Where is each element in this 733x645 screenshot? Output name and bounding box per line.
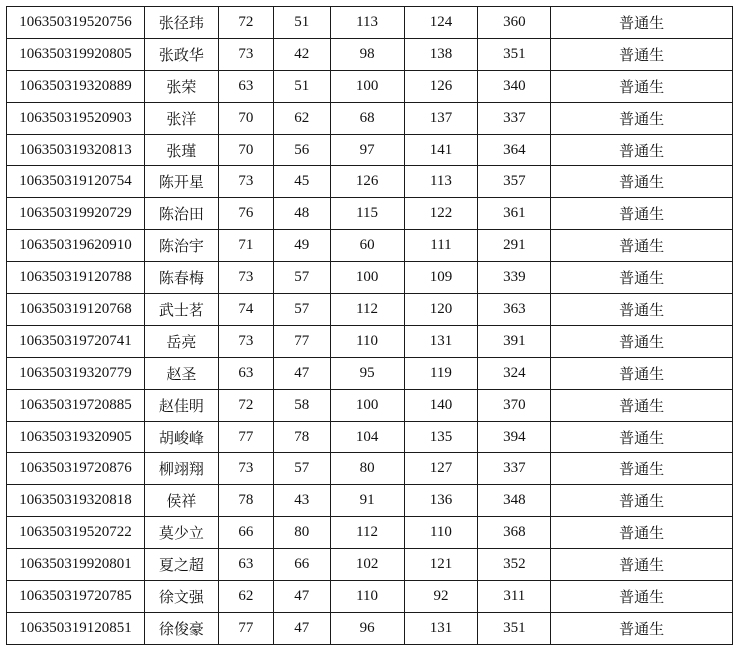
table-row <box>7 166 733 198</box>
score-table <box>6 6 733 645</box>
total-score-cell: 352 <box>478 549 551 581</box>
score-4-cell: 127 <box>404 453 478 485</box>
score-1-cell: 78 <box>218 485 273 517</box>
score-2-cell: 47 <box>273 612 330 644</box>
score-4-cell: 122 <box>404 198 478 230</box>
student-type-cell: 普通生 <box>551 7 733 39</box>
score-4-cell: 92 <box>404 581 478 613</box>
student-type-cell: 普通生 <box>551 294 733 326</box>
score-1-cell: 66 <box>218 517 273 549</box>
candidate-id-cell: 106350319120788 <box>7 262 145 294</box>
total-score-cell: 348 <box>478 485 551 517</box>
score-4-cell: 131 <box>404 612 478 644</box>
student-type-cell: 普通生 <box>551 325 733 357</box>
student-type-cell: 普通生 <box>551 581 733 613</box>
name-cell: 赵佳明 <box>144 389 218 421</box>
candidate-id-cell: 106350319720876 <box>7 453 145 485</box>
score-3-cell: 100 <box>330 262 404 294</box>
score-4-cell: 137 <box>404 102 478 134</box>
table-row <box>7 230 733 262</box>
name-cell: 张荣 <box>144 70 218 102</box>
score-4-cell: 109 <box>404 262 478 294</box>
score-1-cell: 76 <box>218 198 273 230</box>
score-2-cell: 45 <box>273 166 330 198</box>
candidate-id-cell: 106350319720885 <box>7 389 145 421</box>
score-4-cell: 141 <box>404 134 478 166</box>
score-3-cell: 112 <box>330 517 404 549</box>
name-cell: 夏之超 <box>144 549 218 581</box>
candidate-id-cell: 106350319520756 <box>7 7 145 39</box>
score-1-cell: 73 <box>218 38 273 70</box>
score-4-cell: 110 <box>404 517 478 549</box>
name-cell: 岳亮 <box>144 325 218 357</box>
score-4-cell: 138 <box>404 38 478 70</box>
table-row <box>7 517 733 549</box>
score-2-cell: 56 <box>273 134 330 166</box>
score-2-cell: 42 <box>273 38 330 70</box>
name-cell: 赵圣 <box>144 357 218 389</box>
total-score-cell: 324 <box>478 357 551 389</box>
candidate-id-cell: 106350319520903 <box>7 102 145 134</box>
score-2-cell: 57 <box>273 453 330 485</box>
name-cell: 武士茗 <box>144 294 218 326</box>
student-type-cell: 普通生 <box>551 70 733 102</box>
candidate-id-cell: 106350319320818 <box>7 485 145 517</box>
score-4-cell: 119 <box>404 357 478 389</box>
table-row <box>7 421 733 453</box>
total-score-cell: 337 <box>478 102 551 134</box>
score-4-cell: 111 <box>404 230 478 262</box>
score-4-cell: 126 <box>404 70 478 102</box>
score-4-cell: 113 <box>404 166 478 198</box>
name-cell: 陈治宇 <box>144 230 218 262</box>
candidate-id-cell: 106350319620910 <box>7 230 145 262</box>
name-cell: 徐俊豪 <box>144 612 218 644</box>
score-1-cell: 71 <box>218 230 273 262</box>
table-row <box>7 325 733 357</box>
score-2-cell: 57 <box>273 294 330 326</box>
score-1-cell: 63 <box>218 549 273 581</box>
candidate-id-cell: 106350319120851 <box>7 612 145 644</box>
name-cell: 胡峻峰 <box>144 421 218 453</box>
student-type-cell: 普通生 <box>551 549 733 581</box>
total-score-cell: 340 <box>478 70 551 102</box>
score-1-cell: 77 <box>218 421 273 453</box>
table-row <box>7 612 733 644</box>
student-type-cell: 普通生 <box>551 517 733 549</box>
total-score-cell: 351 <box>478 612 551 644</box>
total-score-cell: 351 <box>478 38 551 70</box>
candidate-id-cell: 106350319120768 <box>7 294 145 326</box>
student-type-cell: 普通生 <box>551 453 733 485</box>
table-row <box>7 38 733 70</box>
score-3-cell: 80 <box>330 453 404 485</box>
score-2-cell: 78 <box>273 421 330 453</box>
name-cell: 张政华 <box>144 38 218 70</box>
name-cell: 张径玮 <box>144 7 218 39</box>
score-4-cell: 140 <box>404 389 478 421</box>
candidate-id-cell: 106350319120754 <box>7 166 145 198</box>
score-1-cell: 73 <box>218 325 273 357</box>
student-type-cell: 普通生 <box>551 421 733 453</box>
total-score-cell: 291 <box>478 230 551 262</box>
candidate-id-cell: 106350319720741 <box>7 325 145 357</box>
score-2-cell: 51 <box>273 70 330 102</box>
total-score-cell: 370 <box>478 389 551 421</box>
score-3-cell: 110 <box>330 325 404 357</box>
student-type-cell: 普通生 <box>551 166 733 198</box>
candidate-id-cell: 106350319320889 <box>7 70 145 102</box>
score-4-cell: 135 <box>404 421 478 453</box>
score-3-cell: 104 <box>330 421 404 453</box>
table-row <box>7 357 733 389</box>
score-2-cell: 58 <box>273 389 330 421</box>
total-score-cell: 311 <box>478 581 551 613</box>
student-type-cell: 普通生 <box>551 612 733 644</box>
candidate-id-cell: 106350319920729 <box>7 198 145 230</box>
score-1-cell: 62 <box>218 581 273 613</box>
candidate-id-cell: 106350319320905 <box>7 421 145 453</box>
score-3-cell: 97 <box>330 134 404 166</box>
score-3-cell: 95 <box>330 357 404 389</box>
score-2-cell: 80 <box>273 517 330 549</box>
score-3-cell: 110 <box>330 581 404 613</box>
score-4-cell: 131 <box>404 325 478 357</box>
score-1-cell: 70 <box>218 134 273 166</box>
student-type-cell: 普通生 <box>551 389 733 421</box>
name-cell: 陈开星 <box>144 166 218 198</box>
table-row <box>7 581 733 613</box>
total-score-cell: 364 <box>478 134 551 166</box>
table-row <box>7 453 733 485</box>
score-1-cell: 77 <box>218 612 273 644</box>
score-2-cell: 51 <box>273 7 330 39</box>
table-row <box>7 7 733 39</box>
total-score-cell: 368 <box>478 517 551 549</box>
score-2-cell: 47 <box>273 581 330 613</box>
score-1-cell: 72 <box>218 389 273 421</box>
score-1-cell: 63 <box>218 357 273 389</box>
name-cell: 陈春梅 <box>144 262 218 294</box>
candidate-id-cell: 106350319320813 <box>7 134 145 166</box>
score-3-cell: 112 <box>330 294 404 326</box>
score-4-cell: 120 <box>404 294 478 326</box>
candidate-id-cell: 106350319720785 <box>7 581 145 613</box>
student-type-cell: 普通生 <box>551 38 733 70</box>
table-row <box>7 198 733 230</box>
score-3-cell: 115 <box>330 198 404 230</box>
score-1-cell: 73 <box>218 166 273 198</box>
score-3-cell: 91 <box>330 485 404 517</box>
name-cell: 柳翊翔 <box>144 453 218 485</box>
candidate-id-cell: 106350319920805 <box>7 38 145 70</box>
table-body <box>7 7 733 645</box>
score-3-cell: 60 <box>330 230 404 262</box>
table-row <box>7 134 733 166</box>
score-1-cell: 74 <box>218 294 273 326</box>
total-score-cell: 363 <box>478 294 551 326</box>
student-type-cell: 普通生 <box>551 134 733 166</box>
name-cell: 徐文强 <box>144 581 218 613</box>
total-score-cell: 339 <box>478 262 551 294</box>
score-2-cell: 66 <box>273 549 330 581</box>
score-2-cell: 47 <box>273 357 330 389</box>
score-3-cell: 100 <box>330 70 404 102</box>
name-cell: 张瑾 <box>144 134 218 166</box>
score-1-cell: 72 <box>218 7 273 39</box>
total-score-cell: 391 <box>478 325 551 357</box>
score-2-cell: 43 <box>273 485 330 517</box>
table-row <box>7 485 733 517</box>
table-row <box>7 262 733 294</box>
candidate-id-cell: 106350319520722 <box>7 517 145 549</box>
score-2-cell: 77 <box>273 325 330 357</box>
student-type-cell: 普通生 <box>551 230 733 262</box>
table-row <box>7 102 733 134</box>
table-row <box>7 389 733 421</box>
student-type-cell: 普通生 <box>551 102 733 134</box>
name-cell: 莫少立 <box>144 517 218 549</box>
score-3-cell: 68 <box>330 102 404 134</box>
candidate-id-cell: 106350319920801 <box>7 549 145 581</box>
score-3-cell: 126 <box>330 166 404 198</box>
score-3-cell: 100 <box>330 389 404 421</box>
name-cell: 侯祥 <box>144 485 218 517</box>
table-row <box>7 549 733 581</box>
score-3-cell: 102 <box>330 549 404 581</box>
score-4-cell: 136 <box>404 485 478 517</box>
table-row <box>7 294 733 326</box>
student-type-cell: 普通生 <box>551 198 733 230</box>
score-2-cell: 48 <box>273 198 330 230</box>
score-1-cell: 70 <box>218 102 273 134</box>
score-2-cell: 49 <box>273 230 330 262</box>
candidate-id-cell: 106350319320779 <box>7 357 145 389</box>
score-1-cell: 73 <box>218 262 273 294</box>
score-1-cell: 73 <box>218 453 273 485</box>
student-type-cell: 普通生 <box>551 262 733 294</box>
total-score-cell: 337 <box>478 453 551 485</box>
name-cell: 陈治田 <box>144 198 218 230</box>
score-3-cell: 96 <box>330 612 404 644</box>
score-2-cell: 57 <box>273 262 330 294</box>
student-type-cell: 普通生 <box>551 357 733 389</box>
total-score-cell: 357 <box>478 166 551 198</box>
total-score-cell: 361 <box>478 198 551 230</box>
score-4-cell: 124 <box>404 7 478 39</box>
student-type-cell: 普通生 <box>551 485 733 517</box>
score-3-cell: 113 <box>330 7 404 39</box>
score-1-cell: 63 <box>218 70 273 102</box>
total-score-cell: 394 <box>478 421 551 453</box>
name-cell: 张洋 <box>144 102 218 134</box>
score-3-cell: 98 <box>330 38 404 70</box>
total-score-cell: 360 <box>478 7 551 39</box>
score-2-cell: 62 <box>273 102 330 134</box>
score-4-cell: 121 <box>404 549 478 581</box>
table-row <box>7 70 733 102</box>
